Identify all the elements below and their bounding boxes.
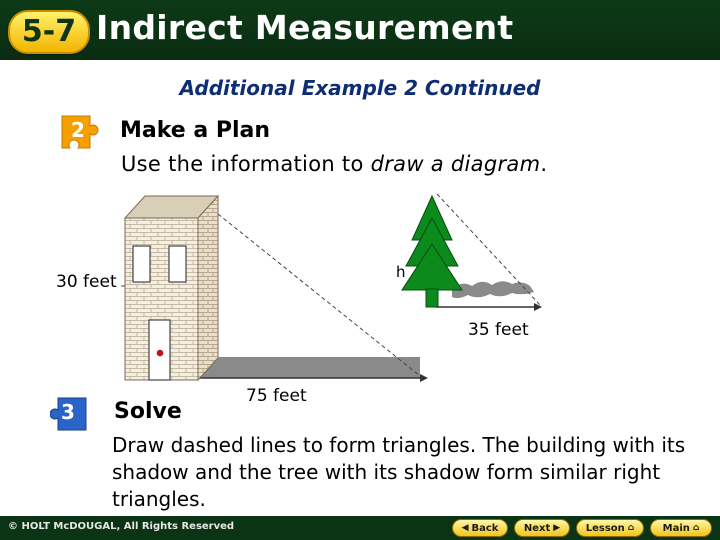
main-button-label: Main xyxy=(662,522,690,534)
tree-bottom-tier xyxy=(402,244,462,290)
building-dashed-line xyxy=(218,214,420,376)
door-knob xyxy=(157,350,164,357)
tree-shadow-label: 35 feet xyxy=(468,320,529,340)
step-3-puzzle-icon xyxy=(54,398,82,426)
lesson-title: Indirect Measurement xyxy=(96,8,514,47)
plan-text-emphasis: draw a diagram xyxy=(370,152,541,176)
home-icon: ⌂ xyxy=(692,523,700,533)
lesson-button[interactable] xyxy=(576,519,644,537)
step-2-title: Make a Plan xyxy=(120,118,271,143)
home-icon: ⌂ xyxy=(627,523,635,533)
tree-shadow xyxy=(452,281,534,298)
step-3-title: Solve xyxy=(114,399,182,424)
footer-bar xyxy=(0,516,720,540)
next-button[interactable] xyxy=(514,519,570,537)
slide-subtitle: Additional Example 2 Continued xyxy=(179,76,541,100)
tree-height-label: h xyxy=(396,263,406,281)
copyright-text: © HOLT McDOUGAL, All Rights Reserved xyxy=(8,521,235,532)
building-side xyxy=(198,196,218,380)
lesson-number: 5-7 xyxy=(21,14,77,49)
main-button[interactable] xyxy=(650,519,712,537)
back-button-label: Back xyxy=(471,522,499,534)
left-arrow-icon: ◀ xyxy=(461,523,469,533)
back-button[interactable] xyxy=(452,519,508,537)
building-shadow-label: 75 feet xyxy=(246,386,307,406)
plan-text-end: . xyxy=(540,152,548,176)
lesson-button-label: Lesson xyxy=(585,522,625,534)
building-window-right xyxy=(169,246,186,282)
tree-trunk xyxy=(426,289,438,307)
building-window-left xyxy=(133,246,150,282)
next-button-label: Next xyxy=(523,522,551,534)
solve-explanation: Draw dashed lines to form triangles. The building with its shadow and the tree with its shadow form similar right triangles. xyxy=(112,433,686,511)
building-shadow xyxy=(188,357,420,378)
step-3-number: 3 xyxy=(61,400,75,424)
plan-text-start: Use the information to xyxy=(121,152,371,176)
building-height-label: 30 feet xyxy=(56,272,117,292)
step-2-number: 2 xyxy=(71,118,85,142)
right-arrow-icon: ▶ xyxy=(553,523,561,533)
tree-ground-arrowhead xyxy=(534,303,542,311)
ground-arrowhead xyxy=(420,374,428,382)
